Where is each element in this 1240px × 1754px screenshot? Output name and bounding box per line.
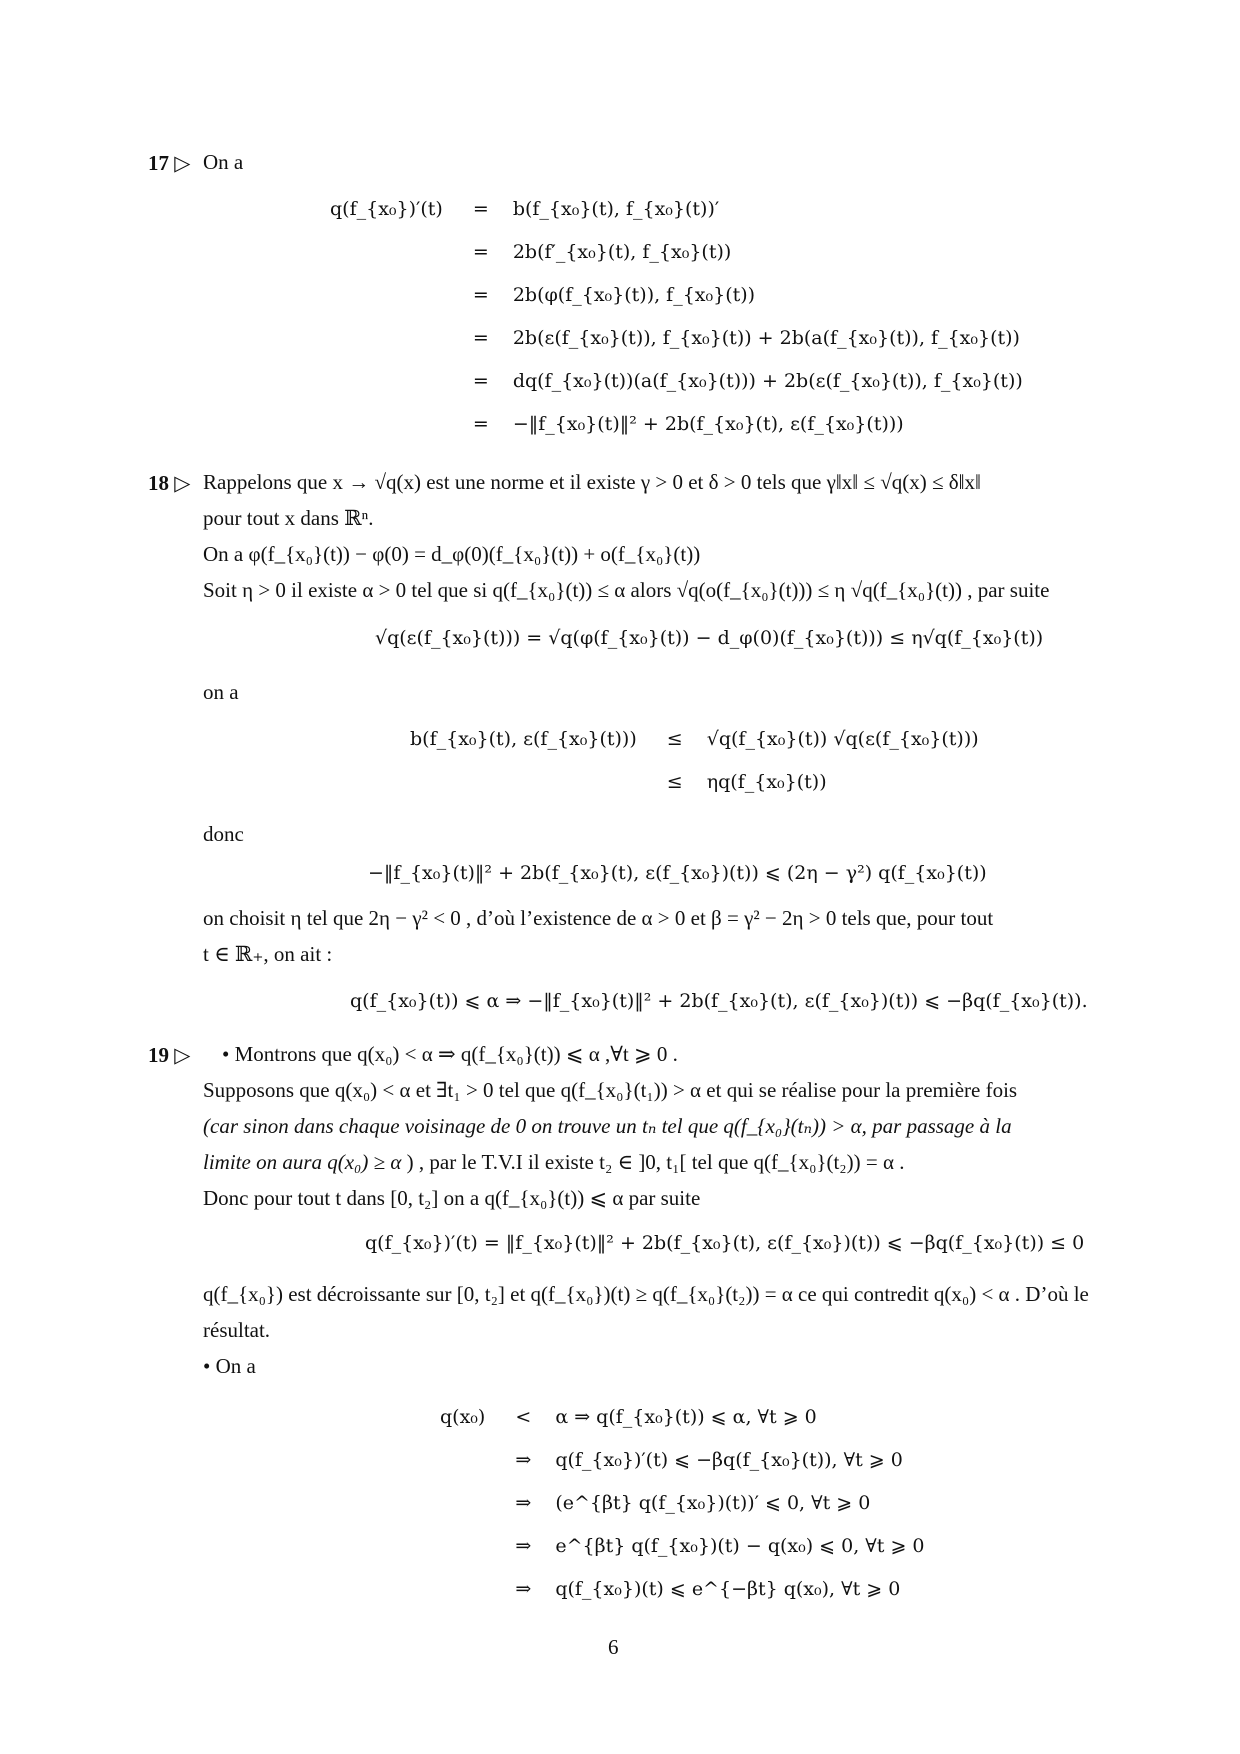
equation-rhs: e^{βt} q(f_{x₀})(t) − q(x₀) ⩽ 0, ∀t ⩾ 0 [555,1534,925,1557]
equation-rhs: dq(f_{x₀}(t))(a(f_{x₀}(t))) + 2b(ε(f_{x₀}(t)), f_{x₀}(t)) [512,369,1023,392]
equation-rhs: ηq(f_{x₀}(t)) [706,770,827,793]
equation-row [440,1567,925,1610]
q19-line5: q(f_{x₀}) est décroissante sur [0, t₂] et q(f_{x₀})(t) ≥ q(f_{x₀}(t₂)) = α ce qui contredit q(x₀) < α . D’où le [203,1282,1089,1306]
q18-line3: On a φ(f_{x₀}(t)) − φ(0) = d_φ(0)(f_{x₀}(t)) + o(f_{x₀}(t)) [203,542,701,566]
q18-equation-2: −‖f_{x₀}(t)‖² + 2b(f_{x₀}(t), ε(f_{x₀})(t)) ⩽ (2η − γ²) q(f_{x₀}(t)) [368,862,987,884]
equation-relation: < [515,1405,532,1428]
q18-line6: t ∈ ℝ₊, on ait : [203,942,333,966]
equation-relation: ⇒ [515,1491,532,1514]
equation-rhs: (e^{βt} q(f_{x₀})(t))′ ⩽ 0, ∀t ⩾ 0 [555,1491,871,1514]
equation-relation: = [472,412,489,435]
q19-line3-italic: limite on aura q(x₀) ≥ α [203,1150,402,1174]
q19-bullet-2: • On a [203,1354,256,1378]
equation-row [330,359,1023,402]
equation-row [330,402,1023,445]
equation-lhs [440,1524,503,1567]
equation-row [330,187,1023,230]
q19-line3 [203,1150,904,1175]
equation-lhs [410,760,655,803]
equation-relation: = [472,240,489,263]
q18-line5: on choisit η tel que 2η − γ² < 0 , d’où l’existence de α > 0 et β = γ² − 2η > 0 tels que, pour tout [203,906,994,930]
equation-lhs: q(f_{x₀})′(t) [330,197,443,220]
question-17-intro: On a [203,150,244,174]
equation-rhs: √q(f_{x₀}(t)) √q(ε(f_{x₀}(t))) [706,727,979,750]
equation-lhs: q(x₀) [440,1405,486,1428]
q18-line1: Rappelons que x → √q(x) est une norme et il existe γ > 0 et δ > 0 tels que γ‖x‖ ≤ √q(x) ≤ δ‖x‖ [203,470,981,494]
equation-rhs: α ⇒ q(f_{x₀}(t)) ⩽ α, ∀t ⩾ 0 [555,1405,817,1428]
equation-relation: = [472,283,489,306]
q19-implication-chain [440,1395,925,1610]
question-19-number: 19 ▷ [148,1043,191,1067]
equation-lhs [440,1481,503,1524]
equation-row [410,717,979,760]
q18-line2: pour tout x dans ℝⁿ. [203,506,374,530]
question-17-number: 17 ▷ [148,151,191,175]
q18-on-a: on a [203,680,239,704]
equation-relation: = [472,369,489,392]
equation-relation: ≤ [666,727,683,750]
page-number: 6 [608,1635,619,1659]
equation-row [330,230,1023,273]
equation-relation: ⇒ [515,1534,532,1557]
equation-lhs [330,316,461,359]
q19-line1: Supposons que q(x₀) < α et ∃t₁ > 0 tel que q(f_{x₀}(t₁)) > α et qui se réalise pour la première fois [203,1078,1018,1102]
equation-row [440,1524,925,1567]
question-18-number: 18 ▷ [148,471,191,495]
equation-rhs: 2b(φ(f_{x₀}(t)), f_{x₀}(t)) [512,283,756,306]
q18-line4: Soit η > 0 il existe α > 0 tel que si q(f_{x₀}(t)) ≤ α alors √q(o(f_{x₀}(t))) ≤ η √q(f_{x₀}(t)) , par suite [203,578,1050,602]
equation-row [330,273,1023,316]
equation-lhs: b(f_{x₀}(t), ε(f_{x₀}(t))) [410,727,637,750]
equation-lhs [440,1567,503,1610]
equation-rhs: −‖f_{x₀}(t)‖² + 2b(f_{x₀}(t), ε(f_{x₀}(t))) [512,412,904,435]
equation-row [330,316,1023,359]
q19-line6: résultat. [203,1318,271,1342]
equation-lhs [330,273,461,316]
equation-lhs [330,230,461,273]
equation-relation: ⇒ [515,1577,532,1600]
equation-row [440,1395,925,1438]
equation-row [410,760,979,803]
q17-derivation [330,187,1023,445]
q19-line2: (car sinon dans chaque voisinage de 0 on trouve un tₙ tel que q(f_{x₀}(tₙ)) > α, par passage à la [203,1114,1012,1138]
q18-donc: donc [203,822,244,846]
q19-line4: Donc pour tout t dans [0, t₂] on a q(f_{x₀}(t)) ⩽ α par suite [203,1186,701,1210]
equation-lhs [330,359,461,402]
equation-row [440,1481,925,1524]
equation-lhs [330,402,461,445]
equation-rhs: q(f_{x₀})(t) ⩽ e^{−βt} q(x₀), ∀t ⩾ 0 [555,1577,901,1600]
equation-relation: ≤ [666,770,683,793]
equation-row [440,1438,925,1481]
equation-rhs: 2b(ε(f_{x₀}(t)), f_{x₀}(t)) + 2b(a(f_{x₀}(t)), f_{x₀}(t)) [512,326,1020,349]
equation-relation: = [472,326,489,349]
equation-rhs: b(f_{x₀}(t), f_{x₀}(t))′ [512,197,720,220]
equation-lhs [440,1438,503,1481]
q18-inequality [410,717,979,803]
equation-rhs: 2b(f′_{x₀}(t), f_{x₀}(t)) [512,240,732,263]
equation-relation: = [472,197,489,220]
q19-equation-1: q(f_{x₀})′(t) = ‖f_{x₀}(t)‖² + 2b(f_{x₀}(t), ε(f_{x₀})(t)) ⩽ −βq(f_{x₀}(t)) ≤ 0 [365,1232,1085,1254]
q18-equation-1: √q(ε(f_{x₀}(t))) = √q(φ(f_{x₀}(t)) − d_φ(0)(f_{x₀}(t))) ≤ η√q(f_{x₀}(t)) [375,627,1044,649]
q19-line3-rest: ) , par le T.V.I il existe t₂ ∈ ]0, t₁[ tel que q(f_{x₀}(t₂)) = α . [401,1150,905,1174]
q18-equation-3: q(f_{x₀}(t)) ⩽ α ⇒ −‖f_{x₀}(t)‖² + 2b(f_{x₀}(t), ε(f_{x₀})(t)) ⩽ −βq(f_{x₀}(t)). [350,990,1088,1012]
q19-bullet-1: • Montrons que q(x₀) < α ⇒ q(f_{x₀}(t)) ⩽ α ,∀t ⩾ 0 . [222,1042,678,1066]
equation-rhs: q(f_{x₀})′(t) ⩽ −βq(f_{x₀}(t)), ∀t ⩾ 0 [555,1448,903,1471]
equation-relation: ⇒ [515,1448,532,1471]
